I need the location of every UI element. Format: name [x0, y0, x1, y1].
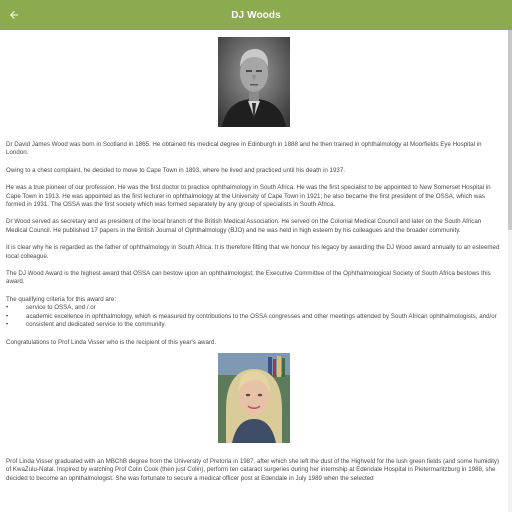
linda-visser-photo [218, 353, 290, 443]
page-title: DJ Woods [231, 9, 281, 21]
criteria-heading: The qualifying criteria for this award are: [6, 295, 117, 303]
paragraph-bio-5: It is clear why he is regarded as the father of ophthalmology in South Africa. It is therefore fitting that we honour his legacy by awarding the DJ Wood award annually to an esteemed local colleague. [6, 244, 500, 260]
paragraph-congratulations: Congratulations to Prof Linda Visser who is the recipient of this year's award. [6, 338, 217, 346]
arrow-back-icon [8, 9, 20, 21]
criteria-item: • consistent and dedicated service to the community. [6, 321, 166, 329]
dj-wood-portrait-photo [218, 37, 290, 127]
paragraph-bio-1: Dr David James Wood was born in Scotland in 1865. He obtained his medical degree in Edinburgh in 1888 and he then trained in ophthalmology at Moorfields Eye Hospital in London. [6, 141, 482, 157]
criteria-item: • academic excellence in ophthalmology, which is measured by contributions to the OSSA congresses and other meetings attended by South African ophthalmologists, and/or [6, 312, 497, 320]
scrollbar-thumb[interactable] [508, 30, 512, 230]
article-content[interactable] [0, 30, 508, 512]
scrollbar[interactable] [508, 30, 512, 512]
paragraph-bio-2: Owing to a chest complaint, he decided to move to Cape Town in 1893, where he lived and practiced until his death in 1937. [6, 166, 346, 174]
back-button[interactable] [2, 3, 26, 27]
paragraph-bio-4: Dr Wood served as secretary and as president of the local branch of the British Medical Association. He served on the Colonial Medical Council and later on the South African Medical Council. He published 17 papers in the British Journal of Ophthalmology (BJO) and he was held in high esteem by his colleagues and the broader community. [6, 218, 482, 234]
paragraph-linda-visser-bio: Prof Linda Visser graduated with an MBChB degree from the University of Pretoria in 1987, after which she left the dust of the Highveld for the lush green fields (and some humidity) of KwaZulu-Natal. Inspired by watching Prof Colin Cook (then just Colin), perform ten cataract surgeries during her internship at Edendale Hospital in Pietermaritzburg in 1988, she decided to become an ophthalmologist. She was fortunate to secure a medical officer post at Edendale in July 1989 when the selected [6, 457, 500, 482]
paragraph-award-description: The DJ Wood Award is the highest award that OSSA can bestow upon an ophthalmologist; the Executive Committee of the Ophthalmological Society of South Africa bestows this award. [6, 270, 491, 286]
app-bar [0, 0, 512, 30]
criteria-item: • service to OSSA, and / or [6, 304, 96, 312]
paragraph-bio-3: He was a true pioneer of our profession. He was the first doctor to practice ophthalmology in South Africa. He was the first specialist to be appointed to New Somerset Hospital in Cape Town in 1913. He was appointed as the first lecturer in ophthalmology at the University of Cape Town in 1921; he also became the first president of the OSSA, which was formed in 1931. The OSSA was the first society which was formed separately by any group of specialists in South Africa. [6, 184, 491, 209]
